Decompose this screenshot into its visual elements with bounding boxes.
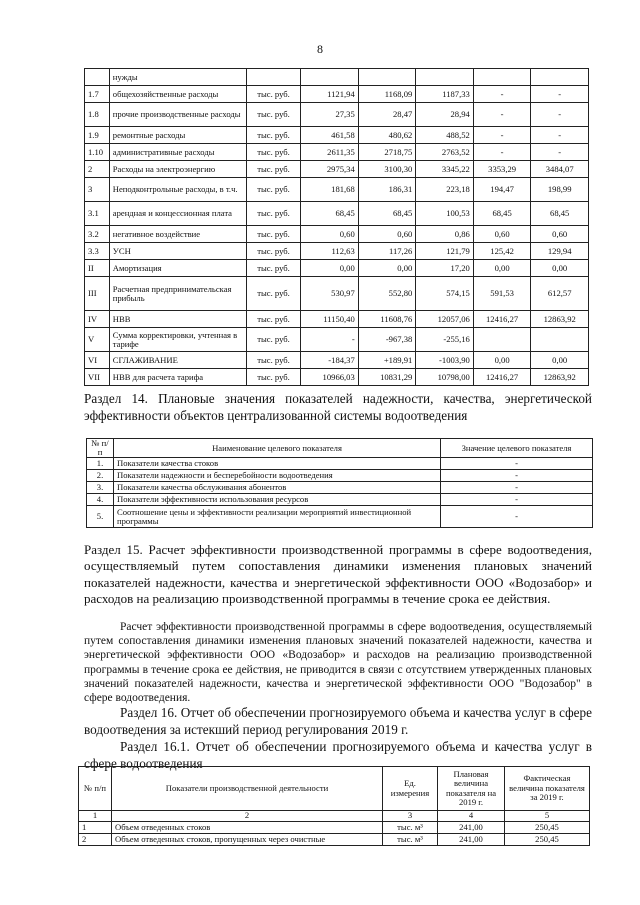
row-label: арендная и концессионная плата <box>109 202 246 226</box>
value-cell: 68,45 <box>531 202 589 226</box>
value-cell: - <box>301 328 359 352</box>
row-label: нужды <box>109 69 246 86</box>
value-cell <box>473 328 531 352</box>
value-cell: 112,63 <box>301 243 359 260</box>
value-cell: 0,00 <box>473 260 531 277</box>
col-header-planned: Плановая величина показателя на 2019 г. <box>438 767 505 811</box>
table-row <box>85 243 589 260</box>
service-volume-report-table <box>78 766 590 846</box>
value-cell: 0,60 <box>358 226 416 243</box>
row-number: 1 <box>79 822 112 834</box>
col-number-cell: 4 <box>438 811 505 822</box>
value-cell <box>531 328 589 352</box>
indicator-value: - <box>441 494 593 506</box>
indicator-name: Показатели качества стоков <box>114 458 441 470</box>
value-cell: 3353,29 <box>473 161 531 178</box>
value-cell: 0,00 <box>531 352 589 369</box>
value-cell: 3100,30 <box>358 161 416 178</box>
value-cell: 0,00 <box>358 260 416 277</box>
table-row <box>85 127 589 144</box>
value-cell: 0,86 <box>416 226 474 243</box>
row-label: Расчетная предпринимательская прибыль <box>109 277 246 311</box>
section-15-heading: Раздел 15. Расчет эффективности производственной программы в сфере водоотведения, осуществляемый путем сопоставления динамики изменения плановых значений показателей надежности, качества и энергетической эффективности ООО «Водозабор» и расходов на реализацию производственной программы в течение срока ее действия. <box>84 542 592 607</box>
row-number: IV <box>85 311 110 328</box>
row-unit: тыс. руб. <box>246 352 300 369</box>
table-row <box>85 86 589 103</box>
table-row <box>85 369 589 386</box>
value-cell: - <box>531 86 589 103</box>
row-unit: тыс. руб. <box>246 127 300 144</box>
table-row <box>85 144 589 161</box>
row-number: 3.2 <box>85 226 110 243</box>
row-number: 3 <box>85 178 110 202</box>
row-number: VI <box>85 352 110 369</box>
value-cell: 0,60 <box>531 226 589 243</box>
value-cell: 574,15 <box>416 277 474 311</box>
col-header-indicator: Показатели производственной деятельности <box>112 767 383 811</box>
value-cell: 11150,40 <box>301 311 359 328</box>
value-cell: 0,00 <box>301 260 359 277</box>
row-label: негативное воздействие <box>109 226 246 243</box>
row-label: общехозяйственные расходы <box>109 86 246 103</box>
value-cell: 3345,22 <box>416 161 474 178</box>
row-label: Неподконтрольные расходы, в т.ч. <box>109 178 246 202</box>
value-cell: 12416,27 <box>473 311 531 328</box>
row-label: НВВ <box>109 311 246 328</box>
value-cell: 2763,52 <box>416 144 474 161</box>
row-unit: тыс. руб. <box>246 86 300 103</box>
table-row <box>87 458 593 470</box>
table-row <box>85 161 589 178</box>
value-cell: - <box>473 144 531 161</box>
row-number: V <box>85 328 110 352</box>
value-cell: 12863,92 <box>531 311 589 328</box>
row-number: III <box>85 277 110 311</box>
row-unit: тыс. руб. <box>246 144 300 161</box>
value-cell: 117,26 <box>358 243 416 260</box>
value-cell: 10798,00 <box>416 369 474 386</box>
row-label: Амортизация <box>109 260 246 277</box>
table-row <box>87 506 593 528</box>
value-cell: 28,47 <box>358 103 416 127</box>
row-number: VII <box>85 369 110 386</box>
col-number-cell: 2 <box>112 811 383 822</box>
value-cell <box>358 69 416 86</box>
value-cell: 2611,35 <box>301 144 359 161</box>
page-number: 8 <box>317 42 323 56</box>
table-row <box>85 178 589 202</box>
col-header-number: № п/п <box>79 767 112 811</box>
value-cell: 2718,75 <box>358 144 416 161</box>
value-cell: 1187,33 <box>416 86 474 103</box>
value-cell: 591,53 <box>473 277 531 311</box>
row-unit: тыс. руб. <box>246 260 300 277</box>
indicator-value: - <box>441 506 593 528</box>
value-cell: 0,60 <box>301 226 359 243</box>
actual-value: 250,45 <box>505 834 590 846</box>
table-row <box>85 260 589 277</box>
table-row <box>87 494 593 506</box>
section-16-1-heading: Раздел 16.1. Отчет об обеспечении прогнозируемого объема и качества услуг в сфере водоотведения <box>84 739 592 771</box>
value-cell: 121,79 <box>416 243 474 260</box>
value-cell: 125,42 <box>473 243 531 260</box>
tariff-calculation-table <box>84 68 589 386</box>
row-unit: тыс. руб. <box>246 226 300 243</box>
row-label: ремонтные расходы <box>109 127 246 144</box>
value-cell: 17,20 <box>416 260 474 277</box>
table-row <box>85 103 589 127</box>
value-cell: 223,18 <box>416 178 474 202</box>
col-header-actual: Фактическая величина показателя за 2019 г. <box>505 767 590 811</box>
value-cell: 129,94 <box>531 243 589 260</box>
value-cell: 612,57 <box>531 277 589 311</box>
row-label: НВВ для расчета тарифа <box>109 369 246 386</box>
row-label: административные расходы <box>109 144 246 161</box>
row-number: 2 <box>85 161 110 178</box>
value-cell: 0,60 <box>473 226 531 243</box>
table-row <box>85 311 589 328</box>
value-cell: - <box>531 144 589 161</box>
value-cell: 198,99 <box>531 178 589 202</box>
value-cell: 480,62 <box>358 127 416 144</box>
col-number-cell: 1 <box>79 811 112 822</box>
table-row <box>85 328 589 352</box>
row-number: 4. <box>87 494 114 506</box>
row-label: Расходы на электроэнергию <box>109 161 246 178</box>
table-row <box>85 277 589 311</box>
row-number: 1.7 <box>85 86 110 103</box>
table-row <box>85 352 589 369</box>
table-row <box>79 834 590 846</box>
row-label: Сумма корректировки, учтенная в тарифе <box>109 328 246 352</box>
row-number: 3.1 <box>85 202 110 226</box>
row-number: 3. <box>87 482 114 494</box>
indicator-name: Показатели надежности и бесперебойности водоотведения <box>114 470 441 482</box>
value-cell: 461,58 <box>301 127 359 144</box>
value-cell: 27,35 <box>301 103 359 127</box>
row-label: СГЛАЖИВАНИЕ <box>109 352 246 369</box>
row-unit <box>246 69 300 86</box>
indicator-name: Показатели эффективности использования ресурсов <box>114 494 441 506</box>
row-unit: тыс. руб. <box>246 277 300 311</box>
value-cell: 181,68 <box>301 178 359 202</box>
row-label: прочие производственные расходы <box>109 103 246 127</box>
row-unit: тыс. руб. <box>246 103 300 127</box>
value-cell: 28,94 <box>416 103 474 127</box>
value-cell: +189,91 <box>358 352 416 369</box>
row-unit: тыс. руб. <box>246 178 300 202</box>
col-number-cell: 3 <box>383 811 438 822</box>
indicator-name: Объем отведенных стоков <box>112 822 383 834</box>
value-cell: 68,45 <box>473 202 531 226</box>
planned-value: 241,00 <box>438 834 505 846</box>
value-cell: 0,00 <box>473 352 531 369</box>
actual-value: 250,45 <box>505 822 590 834</box>
planned-value: 241,00 <box>438 822 505 834</box>
row-number: 1.9 <box>85 127 110 144</box>
value-cell: -967,38 <box>358 328 416 352</box>
col-header-unit: Ед. измерения <box>383 767 438 811</box>
value-cell: 11608,76 <box>358 311 416 328</box>
value-cell <box>531 69 589 86</box>
value-cell: 488,52 <box>416 127 474 144</box>
row-unit: тыс. руб. <box>246 328 300 352</box>
table-row <box>87 470 593 482</box>
row-unit: тыс. руб. <box>246 311 300 328</box>
unit: тыс. м³ <box>383 834 438 846</box>
value-cell: 1168,09 <box>358 86 416 103</box>
row-number: 2 <box>79 834 112 846</box>
indicator-value: - <box>441 482 593 494</box>
value-cell: 530,97 <box>301 277 359 311</box>
value-cell: - <box>473 86 531 103</box>
row-unit: тыс. руб. <box>246 243 300 260</box>
value-cell <box>473 69 531 86</box>
indicator-value: - <box>441 470 593 482</box>
value-cell: 12863,92 <box>531 369 589 386</box>
row-number <box>85 69 110 86</box>
value-cell: 100,53 <box>416 202 474 226</box>
value-cell: 12057,06 <box>416 311 474 328</box>
table-row <box>79 822 590 834</box>
row-number: II <box>85 260 110 277</box>
value-cell: -255,16 <box>416 328 474 352</box>
col-header-number: № п/п <box>87 439 114 458</box>
value-cell: 12416,27 <box>473 369 531 386</box>
value-cell: 68,45 <box>358 202 416 226</box>
value-cell: - <box>531 127 589 144</box>
value-cell <box>301 69 359 86</box>
section-16-heading: Раздел 16. Отчет об обеспечении прогнозируемого объема и качества услуг в сфере водоотведения за истекший период регулирования 2019 г. <box>84 705 592 737</box>
section-14-heading: Раздел 14. Плановые значения показателей надежности, качества, энергетической эффективности объектов централизованной системы водоотведения <box>84 391 592 423</box>
value-cell: 10966,03 <box>301 369 359 386</box>
indicator-value: - <box>441 458 593 470</box>
value-cell: 2975,34 <box>301 161 359 178</box>
table-row <box>85 69 589 86</box>
indicator-name: Соотношение цены и эффективности реализации мероприятий инвестиционной программы <box>114 506 441 528</box>
value-cell: 0,00 <box>531 260 589 277</box>
value-cell: 194,47 <box>473 178 531 202</box>
col-header-indicator-value: Значение целевого показателя <box>441 439 593 458</box>
value-cell: 68,45 <box>301 202 359 226</box>
row-label: УСН <box>109 243 246 260</box>
value-cell: 1121,94 <box>301 86 359 103</box>
row-unit: тыс. руб. <box>246 161 300 178</box>
row-number: 2. <box>87 470 114 482</box>
row-number: 5. <box>87 506 114 528</box>
row-number: 3.3 <box>85 243 110 260</box>
col-header-indicator-name: Наименование целевого показателя <box>114 439 441 458</box>
target-indicators-table <box>86 438 593 528</box>
row-number: 1.10 <box>85 144 110 161</box>
value-cell: - <box>473 127 531 144</box>
value-cell: 186,31 <box>358 178 416 202</box>
value-cell: -184,37 <box>301 352 359 369</box>
value-cell: -1003,90 <box>416 352 474 369</box>
row-unit: тыс. руб. <box>246 202 300 226</box>
value-cell <box>416 69 474 86</box>
section-15-body: Расчет эффективности производственной программы в сфере водоотведения, осуществляемый путем сопоставления динамики изменения плановых значений показателей надежности, качества и энергетической эффективности ООО «Водозабор» и расходов на реализацию производственной программы в течение срока ее действия, не приводится в связи с отсутствием утвержденных плановых значений показателей надежности, качества и энергетической эффективности ООО "Водозабор" в сфере водоотведения. <box>84 621 592 705</box>
row-number: 1.8 <box>85 103 110 127</box>
table-row <box>85 202 589 226</box>
table-row <box>87 482 593 494</box>
unit: тыс. м³ <box>383 822 438 834</box>
table-row <box>85 226 589 243</box>
row-unit: тыс. руб. <box>246 369 300 386</box>
row-number: 1. <box>87 458 114 470</box>
value-cell: 3484,07 <box>531 161 589 178</box>
indicator-name: Показатели качества обслуживания абонентов <box>114 482 441 494</box>
col-number-cell: 5 <box>505 811 590 822</box>
value-cell: 552,80 <box>358 277 416 311</box>
value-cell: - <box>473 103 531 127</box>
value-cell: - <box>531 103 589 127</box>
indicator-name: Объем отведенных стоков, пропущенных через очистные <box>112 834 383 846</box>
value-cell: 10831,29 <box>358 369 416 386</box>
